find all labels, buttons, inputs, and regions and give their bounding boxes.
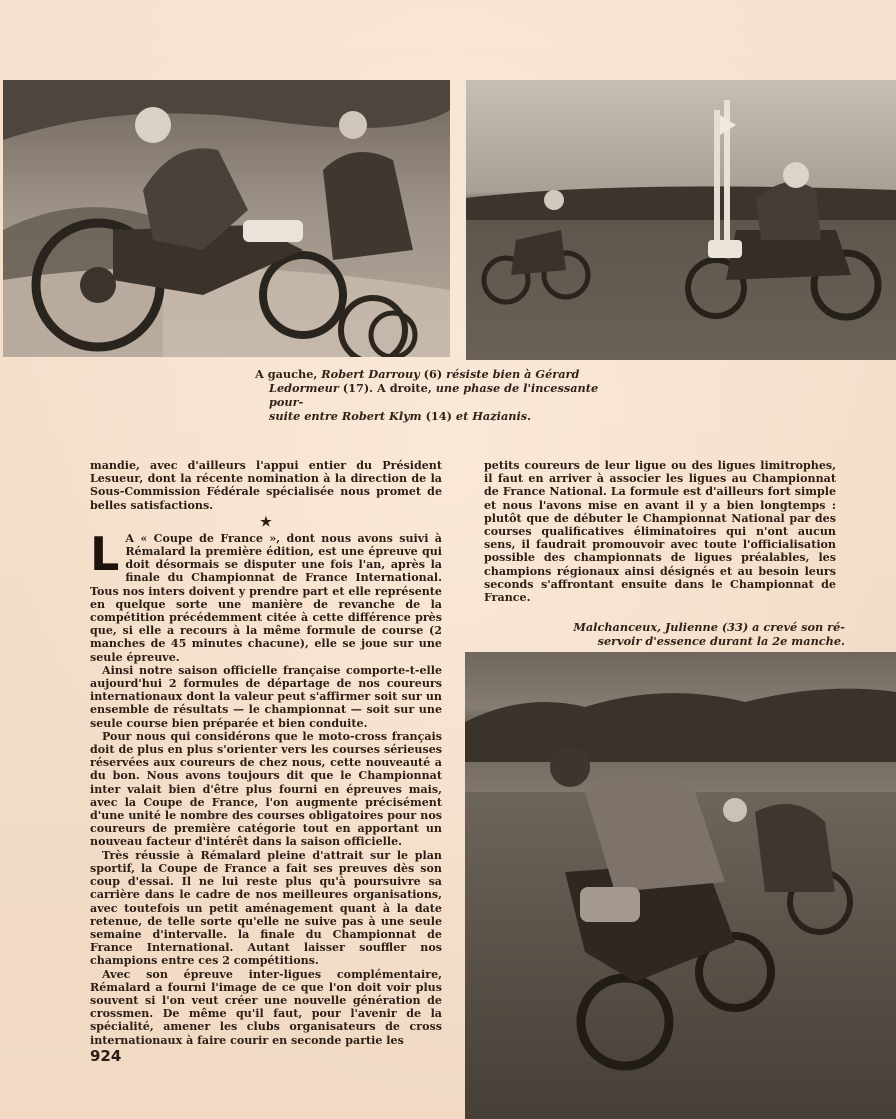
caption-name: Robert Darrouy bbox=[321, 367, 420, 381]
article-paragraph: Pour nous qui considérons que le moto-cross français doit de plus en plus s'orienter vers les courses sérieuses réservées aux coureurs de chez nous, cette nouveauté a du bon. Nous avons toujours dit que le Championnat inter valait bien d'être plus fourni en épreuves mais, avec la Coupe de France, l'on augmente précisément d'une unité le nombre des courses obligatoires pour nos coureurs de première catégorie tout en apportant un nouveau facteur d'intérêt dans la saison officielle. bbox=[90, 729, 442, 849]
caption-text: (14) bbox=[421, 409, 456, 423]
article-paragraph: Ainsi notre saison officielle française comporte-t-elle aujourd'hui 2 formules de départage de nos coureurs internationaux dont la valeur peut s'affirmer soit sur un ensemble de résultats — le championnat — soit sur une seule course bien préparée et bien conduite. bbox=[90, 663, 442, 730]
caption-text: A gauche, bbox=[255, 367, 322, 381]
caption-text: (17). A droite, bbox=[338, 381, 436, 395]
photo-klym-hazianis bbox=[466, 80, 896, 360]
caption-name: Ledormeur bbox=[269, 381, 339, 395]
article-paragraph: Très réussie à Rémalard pleine d'attrait sur le plan sportif, la Coupe de France a fait ses preuves dès son coup d'essai. Il ne lui reste plus qu'à poursuivre sa carrière dans le cadre de nos meilleures organisations, avec toutefois un petit aménagement quant à la date retenue, de telle sorte qu'elle ne suive pas à une seule semaine d'intervalle. la finale du Championnat de France International. Autant laisser souffler nos champions entre ces 2 compétitions. bbox=[90, 848, 442, 968]
photo-darrouy-ledormeur bbox=[3, 80, 450, 357]
caption-bottom-photo bbox=[545, 620, 845, 648]
article-paragraph: mandie, avec d'ailleurs l'appui entier du Président Lesueur, dont la récente nomination à la direction de la Sous-Commission Fédérale spécialisée nous promet de belles satisfactions. bbox=[90, 459, 442, 512]
caption-text: suite entre Robert Klym bbox=[269, 409, 422, 423]
caption-text: Malchanceux, Julienne (33) a crevé son ré- bbox=[573, 620, 845, 634]
article-column-left bbox=[90, 459, 442, 1047]
caption-text: et Hazianis. bbox=[455, 409, 532, 423]
caption-text: (6) bbox=[419, 367, 447, 381]
article-paragraph: petits coureurs de leur ligue ou des ligues limitrophes, il faut en arriver à associer les ligues au Championnat de France National. La formule est d'ailleurs fort simple et nous l'avons mise en avant il y a bien longtemps : plutôt que de débuter le Championnat National par des courses qualificatives éliminatoires qui n'ont aucun sens, il faudrait promouvoir avec toute l'officialisation possible des championnats de ligues préalables, les champions régionaux ainsi désignés et au besoin leurs seconds s'affrontant ensuite dans le Championnat de France. bbox=[484, 459, 836, 605]
section-star: ★ bbox=[260, 514, 272, 530]
article-column-right bbox=[484, 459, 836, 604]
caption-text: résiste bien à Gérard bbox=[446, 367, 580, 381]
article-paragraph: A « Coupe de France », dont nous avons suivi à Rémalard la première édition, est une épreuve qui doit désormais se disputer une fois l'an, après la finale du Championnat de France International. Tous nos inters doivent y prendre part et elle représente en quelque sorte une manière de revanche de la compétition précédemment citée à cette différence près que, si elle a recours à la même formule de course (2 manches de 45 minutes chacune), elle se joue sur une seule épreuve. bbox=[90, 531, 442, 664]
caption-top-photos bbox=[255, 367, 625, 423]
caption-text: une phase de l'incessante pour- bbox=[269, 381, 599, 409]
photo-julienne bbox=[465, 652, 896, 1119]
page-number: 924 bbox=[90, 1047, 122, 1065]
caption-text: servoir d'essence durant la 2e manche. bbox=[597, 634, 845, 648]
article-paragraph: Avec son épreuve inter-ligues complémentaire, Rémalard a fourni l'image de ce que l'on doit voir plus souvent si l'on veut créer une nouvelle génération de crossmen. De même qu'il faut, pour l'avenir de la spécialité, amener les clubs organisateurs de cross internationaux à faire courir en seconde partie les bbox=[90, 967, 442, 1047]
drop-cap: L bbox=[90, 526, 120, 581]
